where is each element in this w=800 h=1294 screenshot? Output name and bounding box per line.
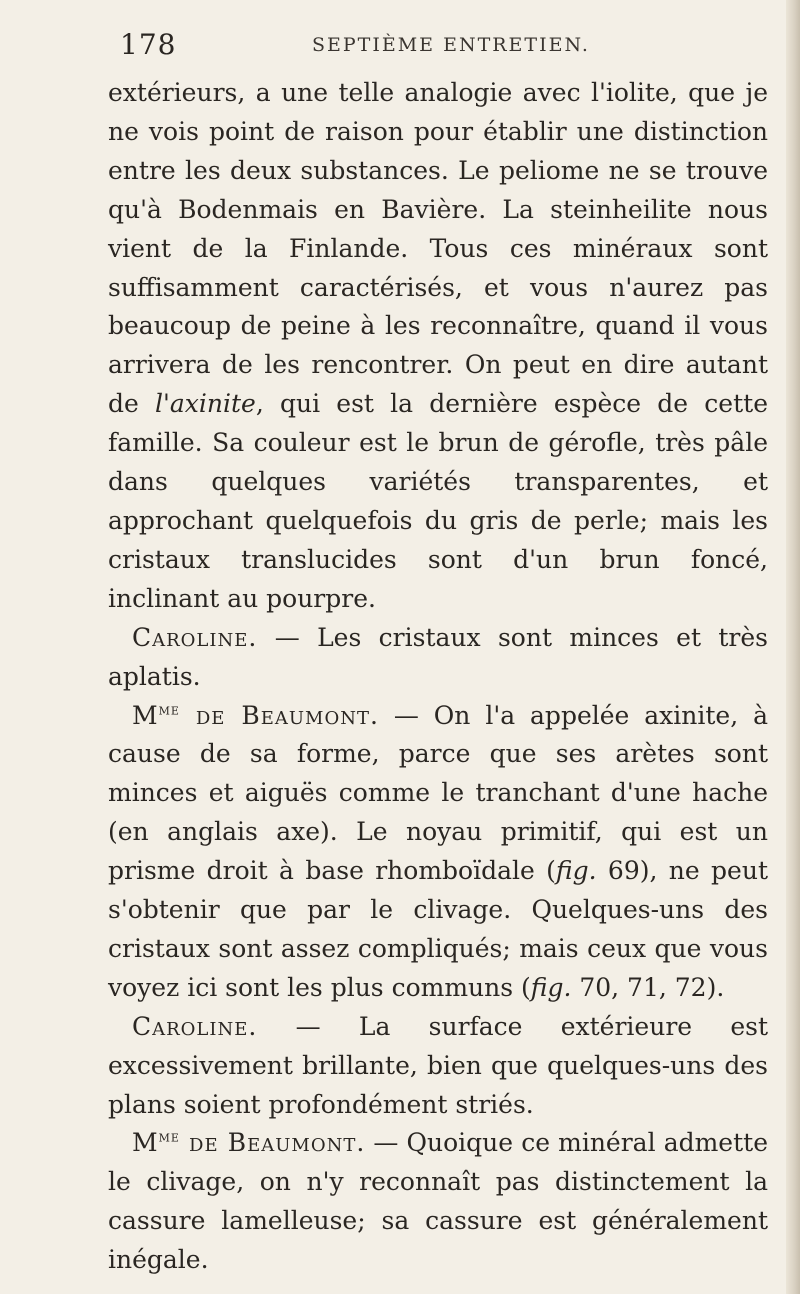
figure-ref-1: fig. [555,856,597,886]
paragraph-2-text: — Les cristaux sont minces et très aplatis. [108,622,768,691]
speaker-name: de Beaumont. [179,1128,366,1158]
paragraph-3-text-a: — On l'a appelée axinite, à cause de sa forme, parce que ses arètes sont minces et aiguës comme le tranchant d'une hache (en anglais axe). Le noyau primitif, qui est un prisme droit à base rhomboïdale ( [108,700,768,886]
paragraph-2 [108,619,768,697]
speaker-prefix: M [132,1128,159,1158]
page-edge [786,0,800,1294]
paragraph-4-text: — La surface extérieure est excessivement brillante, bien que quelques-uns des plans soient profondément striés. [108,1011,768,1119]
paragraph-3-text-c: 70, 71, 72). [571,972,725,1002]
figure-ref-2: fig. [530,972,572,1002]
paragraph-3 [108,697,768,1008]
paragraph-4 [108,1008,768,1125]
speaker-caroline: Caroline. [132,622,258,652]
page-header [120,24,760,64]
paragraph-3-text-b: 69), ne peut s'obtenir que par le clivage. Quelques-uns des cristaux sont assez compliqués; mais ceux que vous voyez ici sont les plus communs ( [108,856,769,1002]
speaker-beaumont [132,701,379,730]
running-title: SEPTIÈME ENTRETIEN. [312,34,590,56]
paragraph-1-text-b: , qui est la dernière espèce de cette famille. Sa couleur est le brun de gérofle, très pâle dans quelques variétés transparentes, et approchant quelquefois du gris de perle; mais les cristaux translucides sont d'un brun foncé, inclinant au pourpre. [108,389,768,613]
speaker-caroline: Caroline. [132,1011,258,1041]
paragraph-1-text-a: extérieurs, a une telle analogie avec l'iolite, que je ne vois point de raison pour établir une distinction entre les deux substances. Le peliome ne se trouve qu'à Bodenmais en Bavière. La steinheilite nous vient de la Finlande. Tous ces minéraux sont suffisamment caractérisés, et vous n'aurez pas beaucoup de peine à les reconnaître, quand il vous arrivera de les rencontrer. On peut en dire autant de [108,78,768,419]
paragraph-5-text: — Quoique ce minéral admette le clivage, on n'y reconnaît pas distinctement la cassure lamelleuse; sa cassure est généralement inégale. [108,1128,768,1275]
speaker-superscript: me [158,700,180,719]
paragraph-1 [108,74,768,619]
speaker-superscript: me [158,1128,180,1147]
axinite-term: l'axinite [155,389,256,419]
speaker-prefix: M [132,700,159,730]
speaker-beaumont [132,1128,365,1157]
page-number: 178 [120,28,177,61]
body-text [108,74,768,1280]
paragraph-5 [108,1124,768,1280]
speaker-name: de Beaumont. [179,700,379,730]
